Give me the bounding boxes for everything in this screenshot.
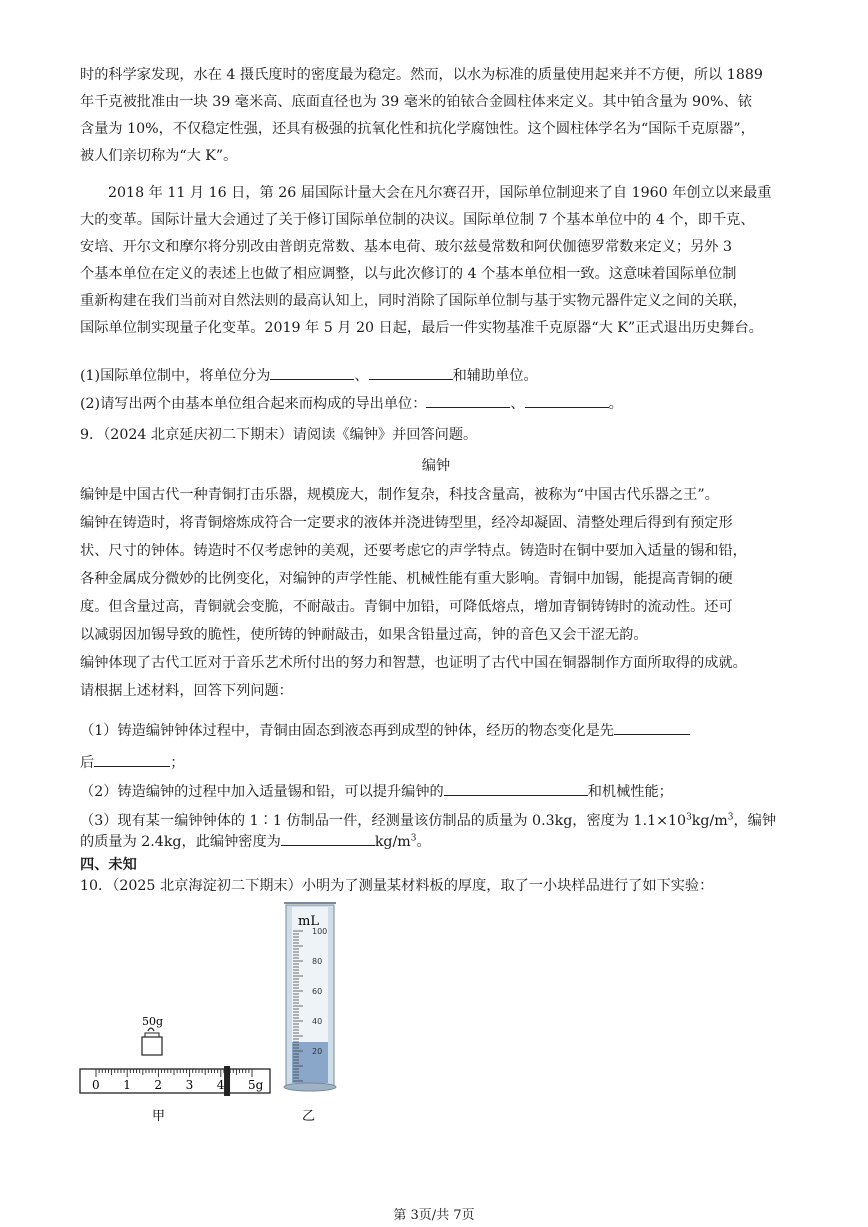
- answer-blank[interactable]: [270, 364, 354, 380]
- article-title: 编钟: [421, 458, 451, 474]
- page-footer: 第 3页/共 7页: [393, 1208, 475, 1223]
- text-line: 时的科学家发现，水在 4 摄氏度时的密度最为稳定。然而，以水为标准的质量使用起来并不方便，所以 1889: [80, 67, 763, 83]
- answer-blank[interactable]: [444, 780, 588, 796]
- question-8-1: (1)国际单位制中，将单位分为 、 和辅助单位。: [80, 363, 792, 390]
- answer-blank[interactable]: [525, 392, 609, 408]
- text-line: 年千克被批准由一块 39 毫米高、底面直径也为 39 毫米的铂铱合金圆柱体来定义。其中铂含量为 90%、铱: [80, 94, 752, 110]
- question-9-1-cont: 后 ；: [80, 750, 792, 777]
- cylinder-label: 100: [312, 927, 328, 936]
- text-line: 重新构建在我们当前对自然法则的最高认知上，同时消除了国际单位制与基于实物元器件定义之间的关联，: [80, 293, 747, 309]
- text-line: 编钟是中国古代一种青铜打击乐器，规模庞大，制作复杂，科技含量高，被称为“中国古代乐器之王”。: [80, 487, 719, 503]
- section-title: 四、未知: [80, 857, 137, 873]
- answer-blank[interactable]: [94, 751, 170, 767]
- answer-blank[interactable]: [426, 392, 510, 408]
- cylinder-unit: mL: [298, 914, 319, 929]
- cylinder-label: 80: [312, 957, 323, 966]
- cylinder-label: 40: [312, 1017, 323, 1026]
- text-line: 编钟在铸造时，将青铜熔炼成符合一定要求的液体并浇进铸型里，经冷却凝固、清整处理后得到有预定形: [80, 515, 733, 531]
- text-line: 以减弱因加锡导致的脆性，使所铸的钟耐敲击，如果含铅量过高，钟的音色又会干涩无韵。: [80, 627, 648, 643]
- weight-label: 50g: [142, 1015, 164, 1028]
- text-line: 各种金属成分微妙的比例变化，对编钟的声学性能、机械性能有重大影响。青铜中加锡，能提高青铜的硬: [80, 571, 733, 587]
- text-line: 被人们亲切称为“大 K”。: [80, 148, 238, 164]
- scale-label: 4: [216, 1078, 225, 1092]
- text-line: 含量为 10%，不仅稳定性强，还具有极强的抗氧化性和抗化学腐蚀性。这个圆柱体学名为“国际千克原器”，: [80, 121, 755, 137]
- text-line: 个基本单位在定义的表述上也做了相应调整，以与此次修订的 4 个基本单位相一致。这意味着国际单位制: [80, 266, 737, 282]
- scale-label: 3: [185, 1078, 194, 1092]
- answer-blank[interactable]: [281, 830, 375, 846]
- answer-blank[interactable]: [369, 364, 453, 380]
- text-line: 度。但含量过高，青铜就会变脆，不耐敲击。青铜中加铅，可降低熔点，增加青铜铸铸时的流动性。还可: [80, 599, 733, 615]
- balance-beam-scale: [80, 1066, 270, 1124]
- question-9-3: （3）现有某一编钟钟体的 1∶1 仿制品一件，经测量该仿制品的质量为 0.3kg，密度为 $1.1\times 10^3kg/m^3$，编钟: [80, 812, 777, 829]
- scale-label: 5g: [248, 1078, 264, 1092]
- cylinder-label: 20: [312, 1047, 323, 1056]
- question-10-header: 10．（2025 北京海淀初二下期末）小明为了测量某材料板的厚度，取了一小块样品进行了如下实验：: [80, 878, 714, 894]
- graduated-cylinder: [284, 903, 336, 1124]
- text-line: 大的变革。国际计量大会通过了关于修订国际单位制的决议。国际单位制 7 个基本单位中的 4 个，即千克、: [80, 212, 755, 228]
- figure-label-a: 甲: [152, 1109, 166, 1124]
- experiment-figure: [72, 895, 372, 1135]
- question-8-2: (2)请写出两个由基本单位组合起来而构成的导出单位： 、 。: [80, 391, 792, 418]
- question-9-3-cont: 的质量为 2.4kg，此编钟密度为 $kg/m^3$。: [80, 829, 792, 856]
- question-9-1: （1）铸造编钟钟体过程中，青铜由固态到液态再到成型的钟体，经历的物态变化是先: [80, 718, 792, 745]
- text-line: 国际单位制实现量子化变革。2019 年 5 月 20 日起，最后一件实物基准千克原器“大 K”正式退出历史舞台。: [80, 320, 763, 336]
- rider-slider[interactable]: [224, 1066, 230, 1096]
- text-line: 请根据上述材料，回答下列问题：: [80, 683, 293, 699]
- text-line: 状、尺寸的钟体。铸造时不仅考虑钟的美观，还要考虑它的声学特点。铸造时在铜中要加入适量的锡和铅，: [80, 543, 747, 559]
- question-9-header: 9．（2024 北京延庆初二下期末）请阅读《编钟》并回答问题。: [80, 427, 478, 443]
- text-line: 2018 年 11 月 16 日，第 26 届国际计量大会在凡尔赛召开，国际单位制迎来了自 1960 年创立以来最重: [108, 185, 772, 201]
- weight-50g: [142, 1015, 163, 1055]
- scale-label: 1: [123, 1078, 131, 1092]
- text-line: 编钟体现了古代工匠对于音乐艺术所付出的努力和智慧，也证明了古代中国在铜器制作方面所取得的成就。: [80, 655, 747, 671]
- question-9-2: （2）铸造编钟的过程中加入适量锡和铅，可以提升编钟的 和机械性能；: [80, 779, 792, 806]
- cylinder-label: 60: [312, 987, 323, 996]
- scale-label: 0: [92, 1078, 100, 1092]
- text-line: 安培、开尔文和摩尔将分别改由普朗克常数、基本电荷、玻尔兹曼常数和阿伏伽德罗常数来定义；另外 3: [80, 239, 732, 255]
- answer-blank[interactable]: [614, 719, 690, 735]
- scale-label: 2: [154, 1078, 163, 1092]
- figure-label-b: 乙: [302, 1109, 316, 1124]
